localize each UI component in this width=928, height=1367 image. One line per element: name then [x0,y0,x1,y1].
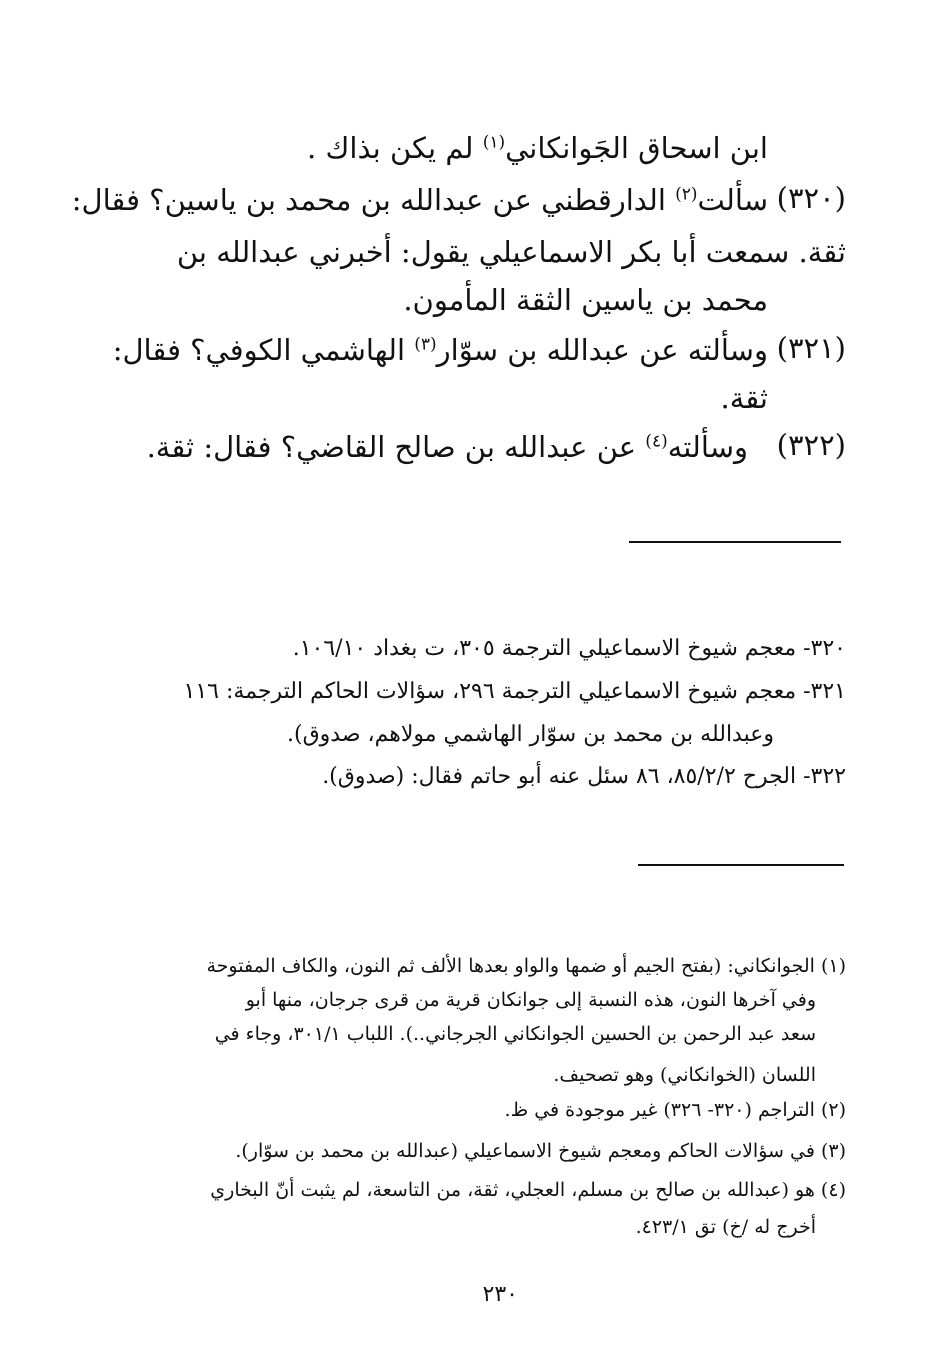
footnote-ref: (٤) [645,431,668,452]
footnote-line: اللسان (الخوانكاني) وهو تصحيف. [553,1064,816,1086]
commentary-line: ٣٢٠- معجم شيوخ الاسماعيلي الترجمة ٣٠٥، ت بغداد ١٠٦/١٠. [292,636,846,661]
main-line: محمد بن ياسين الثقة المأمون. [403,283,768,317]
footnote-line: وفي آخرها النون، هذه النسبة إلى جوانكان قرية من قرى جرجان، منها أبو [245,989,816,1011]
main-text-span: الهاشمي الكوفي؟ فقال: [112,333,406,367]
main-text [0,0,928,480]
main-text-span: عن عبدالله بن صالح القاضي؟ فقال: ثقة. [146,430,637,464]
main-line [72,180,768,220]
footnote-line: أخرج له /خ) تق ٤٢٣/١. [635,1216,816,1238]
commentary-line: ٣٢٢- الجرح ٨٥/٢/٢، ٨٦ سئل عنه أبو حاتم فقال: (صدوق). [322,764,846,789]
commentary-line: وعبدالله بن محمد بن سوّار الهاشمي مولاهم، صدوق). [287,722,774,747]
entry-number-322: (٣٢٢) [776,428,846,462]
footnote-separator-rule [638,864,844,866]
main-text-span: وسألته عن عبدالله بن سوّار [436,333,768,367]
footnote-ref: (١) [482,132,506,153]
entry-number-320: (٣٢٠) [776,181,846,215]
entry-number-321: (٣٢١) [776,331,846,365]
main-text-span: الدارقطني عن عبدالله بن محمد بن ياسين؟ فقال: [71,183,666,217]
main-text-span: وسألته [667,430,748,464]
main-line: ثقة. [720,381,768,415]
separator-rule [629,541,841,543]
footnote-ref: (٢) [675,184,698,205]
footnote-ref: (٣) [414,334,437,355]
footnote-line: (٣) في سؤالات الحاكم ومعجم شيوخ الاسماعيلي (عبدالله بن محمد بن سوّار). [235,1140,846,1162]
main-line: ثقة. سمعت أبا بكر الاسماعيلي يقول: أخبرني عبدالله بن [176,235,846,269]
footnote-line: (٢) التراجم (٣٢٠- ٣٢٦) غير موجودة في ظ. [504,1099,846,1121]
main-line [307,128,768,168]
main-text-span: ابن اسحاق الجَوانكاني [505,131,768,165]
footnote-line: (١) الجوانكاني: (بفتح الجيم أو ضمها والواو بعدها الألف ثم النون، والكاف المفتوحة [206,955,846,977]
footnote-line: سعد عبد الرحمن بن الحسين الجوانكاني الجرجاني..). اللباب ٣٠١/١، وجاء في [214,1023,816,1045]
footnote-line: (٤) هو (عبدالله بن صالح بن مسلم، العجلي، ثقة، من التاسعة، لم يثبت أنّ البخاري [210,1179,846,1201]
main-text-span: لم يكن بذاك . [307,131,474,165]
main-line [113,330,768,370]
page-number: ٢٣٠ [482,1282,518,1307]
main-line [147,427,748,467]
main-text-span: سألت [697,183,768,217]
commentary-line: ٣٢١- معجم شيوخ الاسماعيلي الترجمة ٢٩٦، سؤالات الحاكم الترجمة: ١١٦ [183,679,846,704]
